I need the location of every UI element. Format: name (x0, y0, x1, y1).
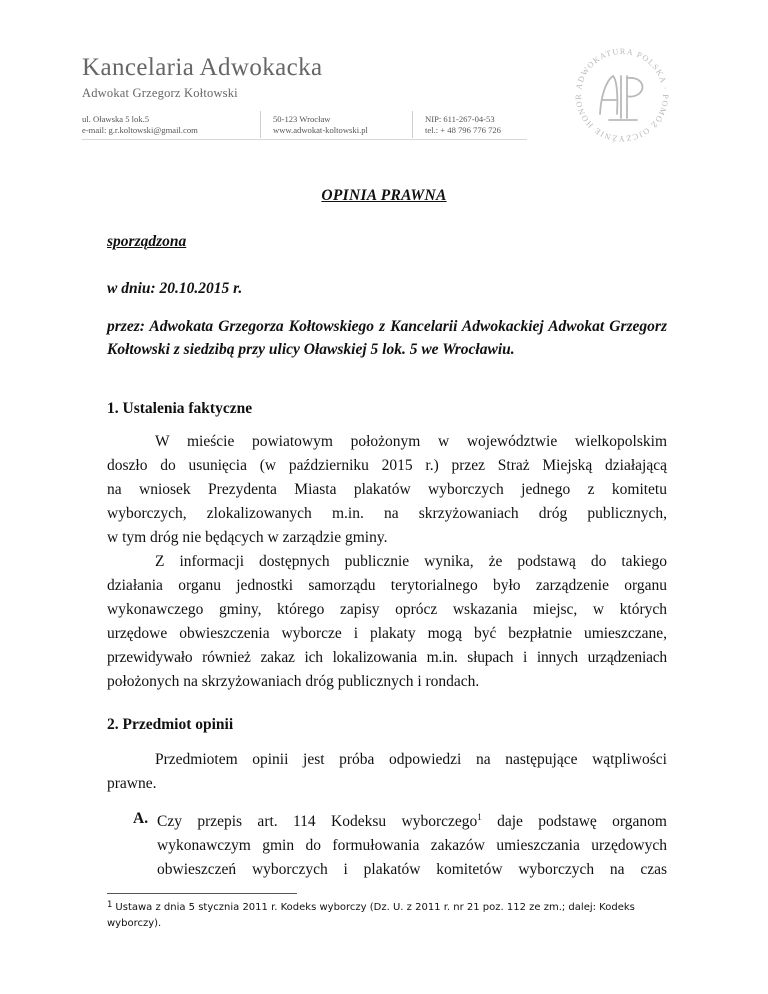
nip: NIP: 611-267-04-53 (425, 114, 495, 124)
item-a-line: obwieszczeń wyborczych i plakatów komitetów wyborczych na czas (157, 861, 667, 878)
footnote-number: 1 (107, 900, 113, 910)
paragraph-line: wykonawczego gminy, którego zapisy oprócz wskazania miejsc, w których (107, 601, 667, 618)
item-a-label: A. (133, 810, 149, 827)
contact-tax-block (425, 114, 501, 136)
paragraph-line: wyborczych, zlokalizowanych m.in. na skrzyżowaniach dróg publicznych, (107, 505, 667, 522)
website: www.adwokat-koltowski.pl (273, 125, 368, 135)
item-a-text: Czy przepis art. 114 Kodeksu wyborczego (157, 813, 478, 830)
section-heading: 1. Ustalenia faktyczne (107, 400, 253, 417)
seal-ring-text: ADWOKATURA POLSKA · POMÓŻ OJCZYŹNIE HONOR (573, 46, 671, 144)
paragraph-line: położonych na skrzyżowaniach dróg publicznych i rondach. (107, 673, 480, 690)
paragraph-line: przewidywało również zakaz ich lokalizowania m.in. słupach i innych urządzeniach (107, 649, 667, 666)
footnote (107, 897, 667, 932)
bar-association-seal-icon (567, 40, 677, 150)
phone: tel.: + 48 796 776 726 (425, 125, 501, 135)
seal-monogram (600, 76, 642, 120)
paragraph-line: W mieście powiatowym położonym w województwie wielkopolskim (155, 433, 667, 450)
footnote-rule (107, 893, 297, 894)
paragraph-line: urzędowe obwieszczenia wyborcze i plakaty mogą być bezpłatnie umieszczane, (107, 625, 667, 642)
email: e-mail: g.r.koltowski@gmail.com (82, 125, 198, 135)
item-a-line: wykonawczym gmin do formułowania zakazów umieszczania urzędowych (157, 837, 667, 854)
firm-subtitle: Adwokat Grzegorz Kołtowski (82, 86, 238, 100)
firm-name: Kancelaria Adwokacka (82, 54, 323, 81)
paragraph-line: prawne. (107, 775, 157, 792)
svg-text:ADWOKATURA POLSKA · POMÓŻ OJCZ (574, 47, 670, 144)
contact-city-block (273, 114, 368, 136)
divider (260, 111, 261, 138)
section-heading: 2. Przedmiot opinii (107, 716, 234, 733)
contact-address-block (82, 114, 198, 136)
item-a-line (157, 810, 667, 834)
item-a-text: daje podstawę organom (481, 813, 667, 830)
document-title: OPINIA PRAWNA (321, 187, 447, 204)
address: ul. Oławska 5 lok.5 (82, 114, 150, 124)
paragraph-line: w tym dróg nie będących w zarządzie gminy. (107, 529, 388, 546)
postal-city: 50-123 Wrocław (273, 114, 331, 124)
paragraph-line: Z informacji dostępnych publicznie wynika, że podstawą do takiego (155, 553, 667, 570)
paragraph-line: doszło do usunięcia (w październiku 2015 r.) przez Straż Miejską działającą (107, 457, 667, 474)
divider (412, 111, 413, 138)
footnote-ref[interactable]: 1 (477, 812, 482, 822)
date-line: w dniu: 20.10.2015 r. (107, 280, 243, 297)
paragraph-line: działania organu jednostki samorządu terytorialnego było zarządzenie organu (107, 577, 667, 594)
paragraph-line: na wniosek Prezydenta Miasta plakatów wyborczych jednego z komitetu (107, 481, 667, 498)
made-label: sporządzona (107, 233, 187, 250)
author-line: przez: Adwokata Grzegorza Kołtowskiego z Kancelarii Adwokackiej Adwokat Grzegorz Kołtowski z siedzibą przy ulicy Oławskiej 5 lok. 5 we Wrocławiu. (107, 318, 667, 358)
paragraph-line: Przedmiotem opinii jest próba odpowiedzi na następujące wątpliwości (155, 751, 667, 768)
footnote-text: Ustawa z dnia 5 stycznia 2011 r. Kodeks wyborczy (Dz. U. z 2011 r. nr 21 poz. 112 ze zm.; dalej: Kodeks wyborczy). (107, 902, 635, 929)
header-rule (82, 139, 527, 140)
